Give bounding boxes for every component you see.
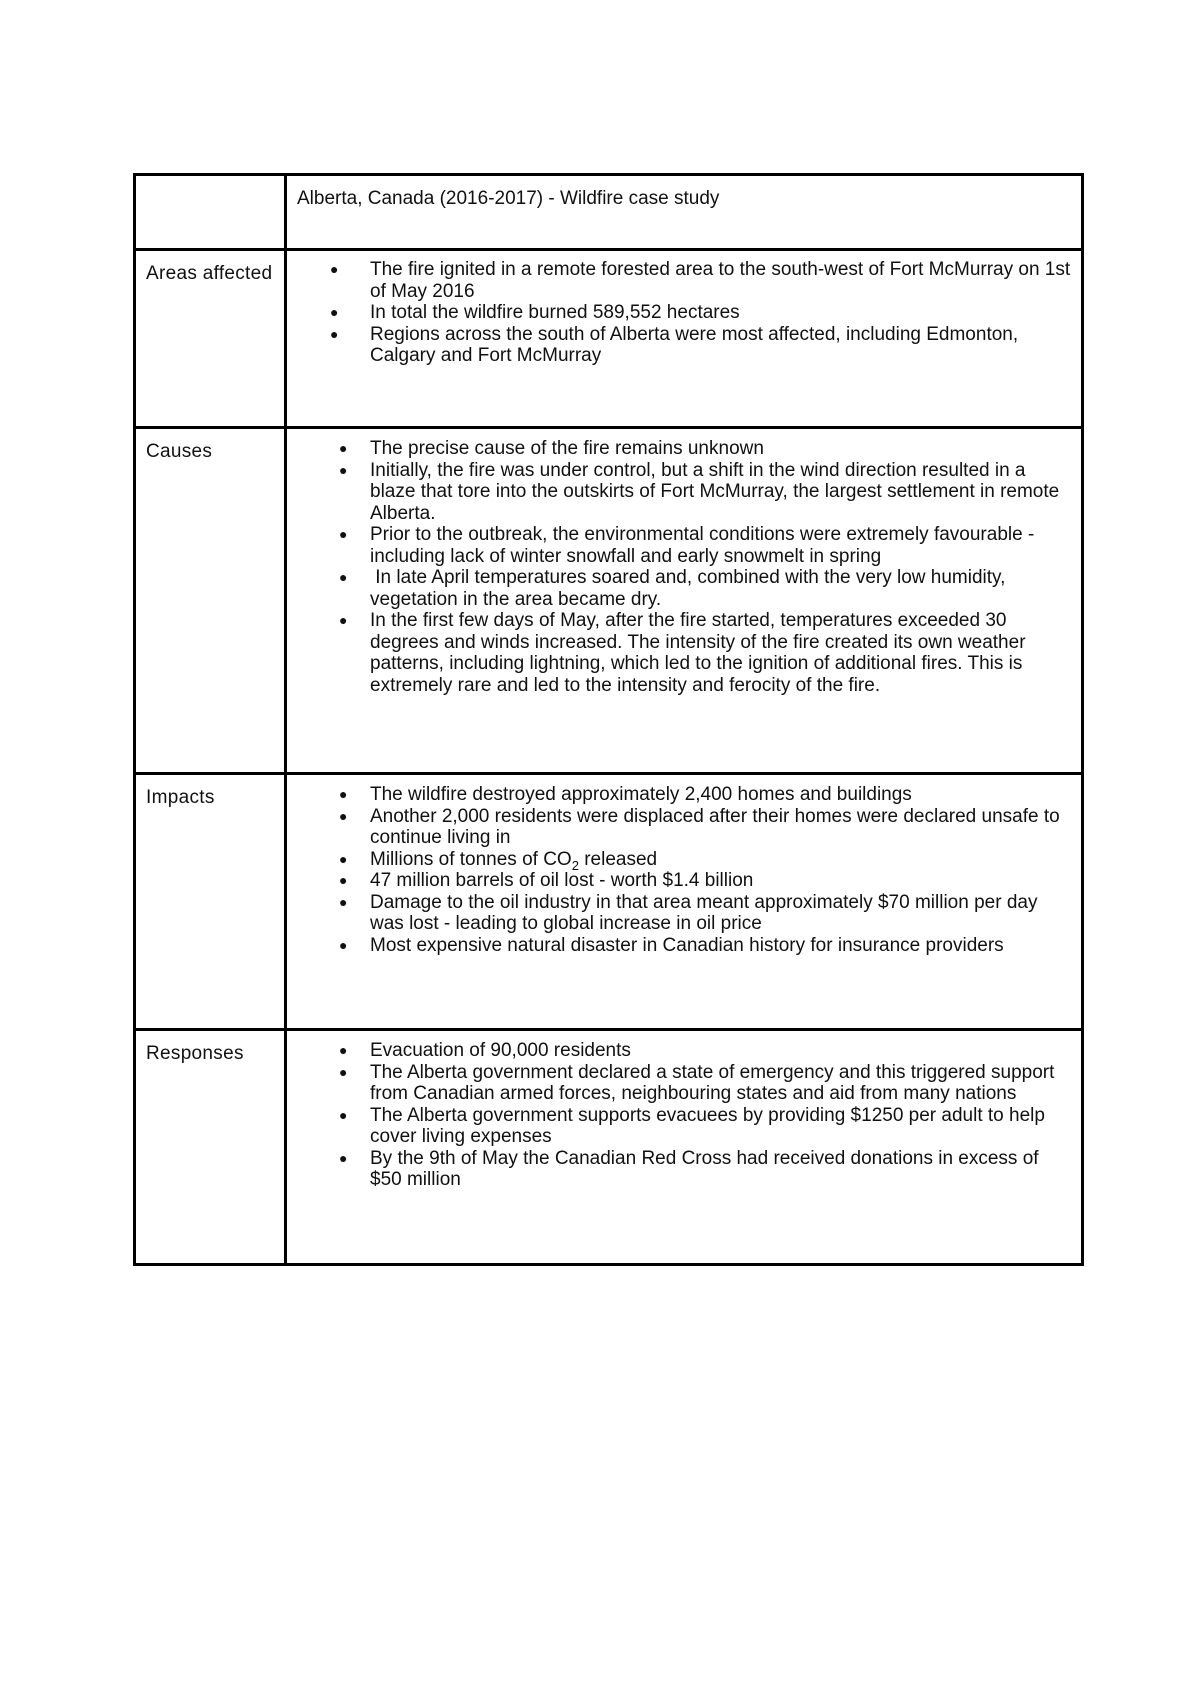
list-item-text: Evacuation of 90,000 residents: [370, 1040, 631, 1061]
list-item: [287, 870, 1071, 892]
causes-list: [287, 438, 1071, 696]
bullet-icon: ●: [339, 1063, 348, 1080]
bullet-icon: ●: [339, 872, 348, 888]
list-item: [287, 1062, 1071, 1105]
table-row-impacts: [135, 774, 1083, 1030]
table-title: Alberta, Canada (2016-2017) - Wildfire case study: [286, 175, 1083, 250]
list-item-text: Another 2,000 residents were displaced after their homes were declared unsafe to continue living in: [370, 805, 1060, 848]
list-item-text: Damage to the oil industry in that area meant approximately $70 million per day was lost - leading to global increase in oil price: [370, 891, 1038, 934]
row-label-impacts: Impacts: [135, 774, 286, 1030]
list-item: [287, 1148, 1071, 1191]
causes-content: [286, 428, 1083, 774]
bullet-icon: ●: [339, 1106, 348, 1123]
list-item: [287, 460, 1071, 525]
areas-affected-list: [287, 259, 1071, 367]
list-item: [287, 324, 1071, 367]
list-item-text: In total the wildfire burned 589,552 hectares: [370, 302, 740, 323]
bullet-icon: ●: [339, 526, 348, 542]
bullet-icon: ●: [330, 304, 339, 320]
list-item: [287, 849, 1071, 871]
co2-suffix: released: [578, 848, 658, 870]
row-label-areas-affected: Areas affected: [135, 250, 286, 428]
table-row-areas-affected: [135, 250, 1083, 428]
bullet-icon: ●: [339, 440, 348, 456]
list-item-text: The Alberta government supports evacuees by providing $1250 per adult to help cover living expenses: [370, 1104, 1045, 1147]
list-item: [287, 1105, 1071, 1148]
list-item-text: Initially, the fire was under control, but a shift in the wind direction resulted in a blaze that tore into the outskirts of Fort McMurray, the largest settlement in remote Alberta.: [370, 459, 1060, 524]
list-item-text: The precise cause of the fire remains unknown: [370, 438, 764, 459]
table-header-row: [135, 175, 1083, 250]
list-item-text: The wildfire destroyed approximately 2,400 homes and buildings: [370, 784, 912, 805]
list-item: [287, 302, 1071, 324]
bullet-icon: ●: [330, 325, 339, 342]
list-item: [287, 524, 1071, 567]
list-item-text: 47 million barrels of oil lost - worth $1.4 billion: [370, 870, 754, 891]
list-item-text: In the first few days of May, after the fire started, temperatures exceeded 30 degrees and winds increased. The intensity of the fire created its own weather patterns, including lightning, which led to the ignition of additional fires. This is extremely rare and led to the intensity and ferocity of the fire.: [370, 610, 1026, 696]
bullet-icon: ●: [339, 936, 348, 953]
list-item-text-co2: [370, 848, 658, 873]
list-item-text: In late April temperatures soared and, combined with the very low humidity, vegetation in the area became dry.: [370, 567, 1011, 610]
list-item: [287, 892, 1071, 935]
impacts-content: [286, 774, 1083, 1030]
table-row-responses: [135, 1030, 1083, 1265]
list-item-text: Regions across the south of Alberta were most affected, including Edmonton, Calgary and Fort McMurray: [370, 323, 1019, 366]
bullet-icon: ●: [339, 893, 348, 910]
list-item: [287, 259, 1071, 302]
list-item-text: Most expensive natural disaster in Canadian history for insurance providers: [370, 934, 1004, 956]
bullet-icon: ●: [339, 807, 348, 824]
table-row-causes: [135, 428, 1083, 774]
list-item-text: Prior to the outbreak, the environmental conditions were extremely favourable - including lack of winter snowfall and early snowmelt in spring: [370, 524, 1035, 567]
case-study-table: [133, 173, 1084, 1266]
list-item: [287, 935, 1071, 957]
bullet-icon: ●: [339, 1149, 348, 1166]
impacts-list: [287, 784, 1071, 956]
bullet-icon: ●: [339, 850, 348, 867]
bullet-icon: ●: [339, 569, 348, 585]
list-item: [287, 567, 1071, 610]
header-empty-cell: [135, 175, 286, 250]
bullet-icon: ●: [330, 261, 339, 277]
areas-affected-content: [286, 250, 1083, 428]
list-item: [287, 806, 1071, 849]
bullet-icon: ●: [339, 461, 348, 478]
bullet-icon: ●: [339, 612, 348, 628]
list-item: [287, 610, 1071, 696]
list-item-text: The fire ignited in a remote forested area to the south-west of Fort McMurray on 1st of May 2016: [370, 259, 1071, 302]
bullet-icon: ●: [339, 786, 348, 802]
co2-subscript: 2: [571, 857, 579, 873]
co2-prefix: Millions of tonnes of CO: [370, 848, 572, 870]
list-item: [287, 1040, 1071, 1062]
list-item-text: By the 9th of May the Canadian Red Cross had received donations in excess of $50 million: [370, 1147, 1039, 1190]
row-label-causes: Causes: [135, 428, 286, 774]
responses-content: [286, 1030, 1083, 1265]
row-label-responses: Responses: [135, 1030, 286, 1265]
list-item: [287, 438, 1071, 460]
bullet-icon: ●: [339, 1042, 348, 1058]
list-item: [287, 784, 1071, 806]
responses-list: [287, 1040, 1071, 1191]
list-item-text: The Alberta government declared a state of emergency and this triggered support from Canadian armed forces, neighbouring states and aid from many nations: [370, 1061, 1055, 1104]
